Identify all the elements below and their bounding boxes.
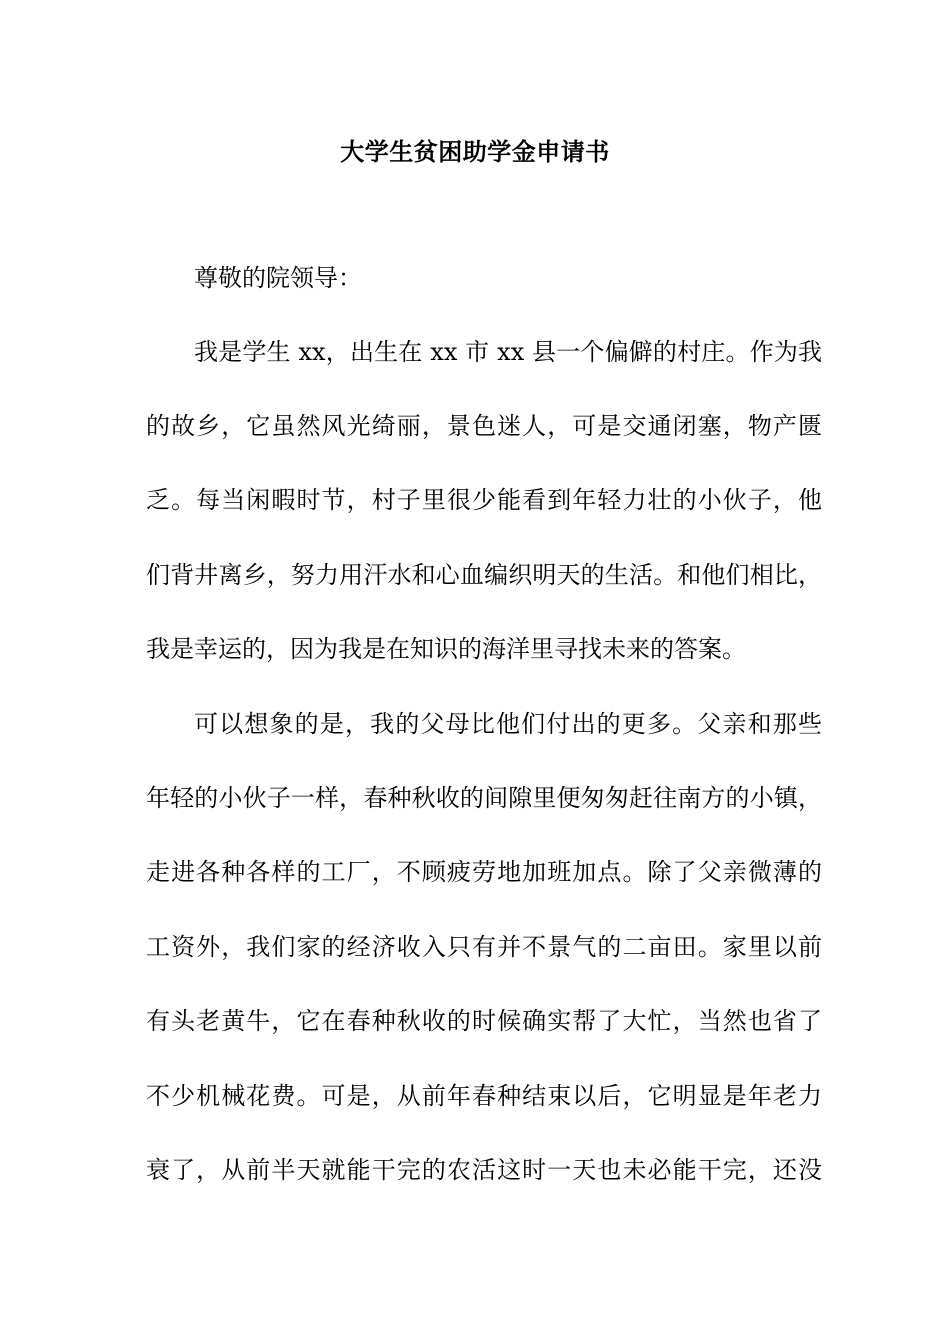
paragraph-line: 我是幸运的，因为我是在知识的海洋里寻找未来的答案。 [146,635,746,663]
salutation: 尊敬的院领导： [194,264,362,292]
paragraph-line: 走进各种各样的工厂，不顾疲劳地加班加点。除了父亲微薄的 [146,858,822,886]
paragraph-line: 年轻的小伙子一样，春种秋收的间隙里便匆匆赶往南方的小镇， [146,784,822,812]
paragraph-line: 工资外，我们家的经济收入只有并不景气的二亩田。家里以前 [146,933,822,961]
paragraph-line: 我是学生 xx，出生在 xx 市 xx 县一个偏僻的村庄。作为我 [194,338,822,366]
paragraph-line: 不少机械花费。可是，从前年春种结束以后，它明显是年老力 [146,1082,822,1110]
paragraph-line: 可以想象的是，我的父母比他们付出的更多。父亲和那些 [194,710,822,738]
paragraph-line: 们背井离乡，努力用汗水和心血编织明天的生活。和他们相比， [146,561,822,589]
document-title: 大学生贫困助学金申请书 [340,137,610,166]
paragraph-line: 有头老黄牛，它在春种秋收的时候确实帮了大忙，当然也省了 [146,1007,822,1035]
paragraph-line: 衰了，从前半天就能干完的农活这时一天也未必能干完，还没 [146,1156,822,1184]
paragraph-line: 的故乡，它虽然风光绮丽，景色迷人，可是交通闭塞，物产匮 [146,412,822,440]
paragraph-line: 乏。每当闲暇时节，村子里很少能看到年轻力壮的小伙子，他 [146,486,822,514]
